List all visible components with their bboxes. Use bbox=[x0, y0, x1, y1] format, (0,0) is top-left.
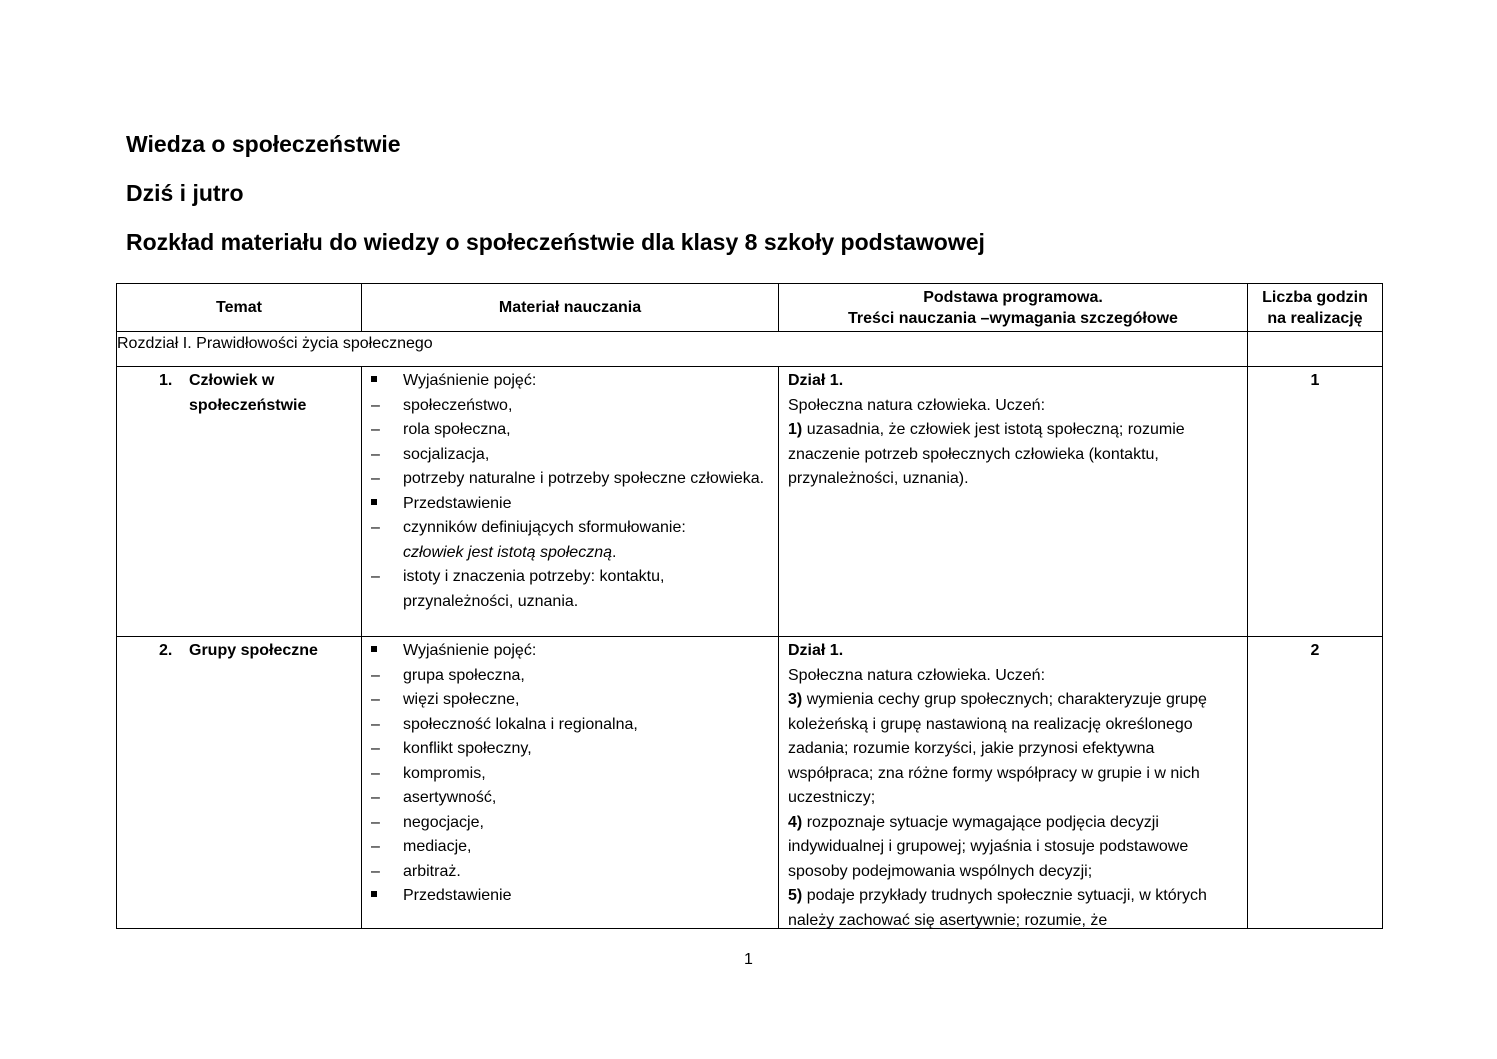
header-hours-line1: Liczba godzin bbox=[1262, 288, 1368, 306]
dash-bullet-icon: – bbox=[371, 666, 380, 684]
topic-number: 1. bbox=[159, 372, 173, 389]
square-bullet-icon bbox=[371, 891, 377, 897]
topic-title-line1: Człowiek w bbox=[189, 372, 275, 389]
header-hours bbox=[1248, 284, 1383, 332]
list-item: – negocjacje, bbox=[362, 811, 778, 836]
material-cell bbox=[362, 367, 779, 637]
header-core-line1: Podstawa programowa. bbox=[923, 288, 1103, 306]
core-curriculum-cell bbox=[779, 367, 1248, 637]
topic-cell bbox=[117, 637, 362, 929]
list-item: – czynników definiujących sformułowanie: człowiek jest istotą społeczną. bbox=[362, 516, 778, 565]
list-item: – grupa społeczna, bbox=[362, 664, 778, 689]
topic-title bbox=[189, 369, 361, 418]
header-topic: Temat bbox=[117, 284, 362, 332]
requirement: 4) rozpoznaje sytuacje wymagające podjęcia decyzji indywidualnej i grupowej; wyjaśnia i stosuje podstawowe sposoby podejmowania wspólnych decyzji; bbox=[788, 813, 1189, 880]
chapter-title: Rozdział I. Prawidłowości życia społecznego bbox=[117, 332, 1248, 367]
topic-cell bbox=[117, 367, 362, 637]
topic-title-line2: społeczeństwie bbox=[189, 396, 307, 414]
hours-cell: 2 bbox=[1248, 637, 1383, 929]
list-item: – kompromis, bbox=[362, 762, 778, 787]
section-label: Dział 1. bbox=[788, 372, 844, 389]
list-item: – arbitraż. bbox=[362, 860, 778, 885]
material-cell bbox=[362, 637, 779, 929]
topic-title: Grupy społeczne bbox=[189, 642, 318, 659]
dash-bullet-icon: – bbox=[371, 740, 380, 757]
list-item: – potrzeby naturalne i potrzeby społeczne człowieka. bbox=[362, 467, 778, 492]
page-number: 1 bbox=[744, 951, 753, 968]
square-bullet-icon bbox=[371, 499, 377, 505]
header-material: Materiał nauczania bbox=[362, 284, 779, 332]
dash-bullet-icon: – bbox=[371, 445, 380, 463]
document-subject: Wiedza o społeczeństwie bbox=[126, 131, 401, 157]
list-item: – więzi społeczne, bbox=[362, 688, 778, 713]
list-item: – konflikt społeczny, bbox=[362, 737, 778, 762]
list-item: – społeczeństwo, bbox=[362, 394, 778, 419]
document-heading: Rozkład materiału do wiedzy o społeczeństwie dla klasy 8 szkoły podstawowej bbox=[126, 229, 985, 255]
dash-bullet-icon: – bbox=[371, 421, 380, 438]
document-series: Dziś i jutro bbox=[126, 180, 244, 206]
dash-bullet-icon: – bbox=[371, 862, 380, 880]
section-title: Społeczna natura człowieka. Uczeń: bbox=[788, 666, 1046, 684]
chapter-row bbox=[117, 332, 1383, 367]
list-item: Wyjaśnienie pojęć: bbox=[362, 369, 778, 394]
list-item: – socjalizacja, bbox=[362, 443, 778, 468]
dash-bullet-icon: – bbox=[371, 396, 380, 414]
requirement: 1) uzasadnia, że człowiek jest istotą społeczną; rozumie znaczenie potrzeb społecznych człowieka (kontaktu, przynależności, uznania). bbox=[788, 421, 1185, 487]
header-core-line2: Treści nauczania –wymagania szczegółowe bbox=[848, 309, 1178, 327]
dash-bullet-icon: – bbox=[371, 568, 380, 585]
dash-bullet-icon: – bbox=[371, 813, 380, 831]
list-item: – społeczność lokalna i regionalna, bbox=[362, 713, 778, 738]
list-item: – asertywność, bbox=[362, 786, 778, 811]
dash-bullet-icon: – bbox=[371, 691, 380, 708]
table-row bbox=[117, 367, 1383, 637]
curriculum-table bbox=[116, 283, 1383, 929]
dash-bullet-icon: – bbox=[371, 715, 380, 733]
header-core-curriculum bbox=[779, 284, 1248, 332]
dash-bullet-icon: – bbox=[371, 789, 380, 806]
topic-number: 2. bbox=[159, 642, 173, 659]
square-bullet-icon bbox=[371, 376, 377, 382]
table-header-row bbox=[117, 284, 1383, 332]
requirement: 3) wymienia cechy grup społecznych; charakteryzuje grupę koleżeńską i grupę nastawioną na realizację określonego zadania; rozumie korzyści, jakie przynosi efektywna współpraca; zna różne formy współpracy w grupie i w nich uczestniczy; bbox=[788, 691, 1207, 806]
section-label: Dział 1. bbox=[788, 642, 844, 659]
requirement: 5) podaje przykłady trudnych społecznie sytuacji, w których należy zachować się asertywnie; rozumie, że bbox=[788, 887, 1207, 928]
header-hours-line2: na realizację bbox=[1267, 309, 1363, 327]
dash-bullet-icon: – bbox=[371, 838, 380, 855]
table-row bbox=[117, 637, 1383, 929]
list-item: Przedstawienie bbox=[362, 492, 778, 517]
list-item: – mediacje, bbox=[362, 835, 778, 860]
hours-cell: 1 bbox=[1248, 367, 1383, 637]
core-curriculum-cell bbox=[779, 637, 1248, 929]
list-item: – rola społeczna, bbox=[362, 418, 778, 443]
dash-bullet-icon: – bbox=[371, 764, 380, 782]
chapter-hours-empty bbox=[1248, 332, 1383, 367]
list-item: Przedstawienie bbox=[362, 884, 778, 909]
list-item: Wyjaśnienie pojęć: bbox=[362, 639, 778, 664]
dash-bullet-icon: – bbox=[371, 470, 380, 487]
dash-bullet-icon: – bbox=[371, 519, 380, 536]
square-bullet-icon bbox=[371, 646, 377, 652]
section-title: Społeczna natura człowieka. Uczeń: bbox=[788, 396, 1046, 414]
list-item: – istoty i znaczenia potrzeby: kontaktu, przynależności, uznania. bbox=[362, 565, 778, 614]
